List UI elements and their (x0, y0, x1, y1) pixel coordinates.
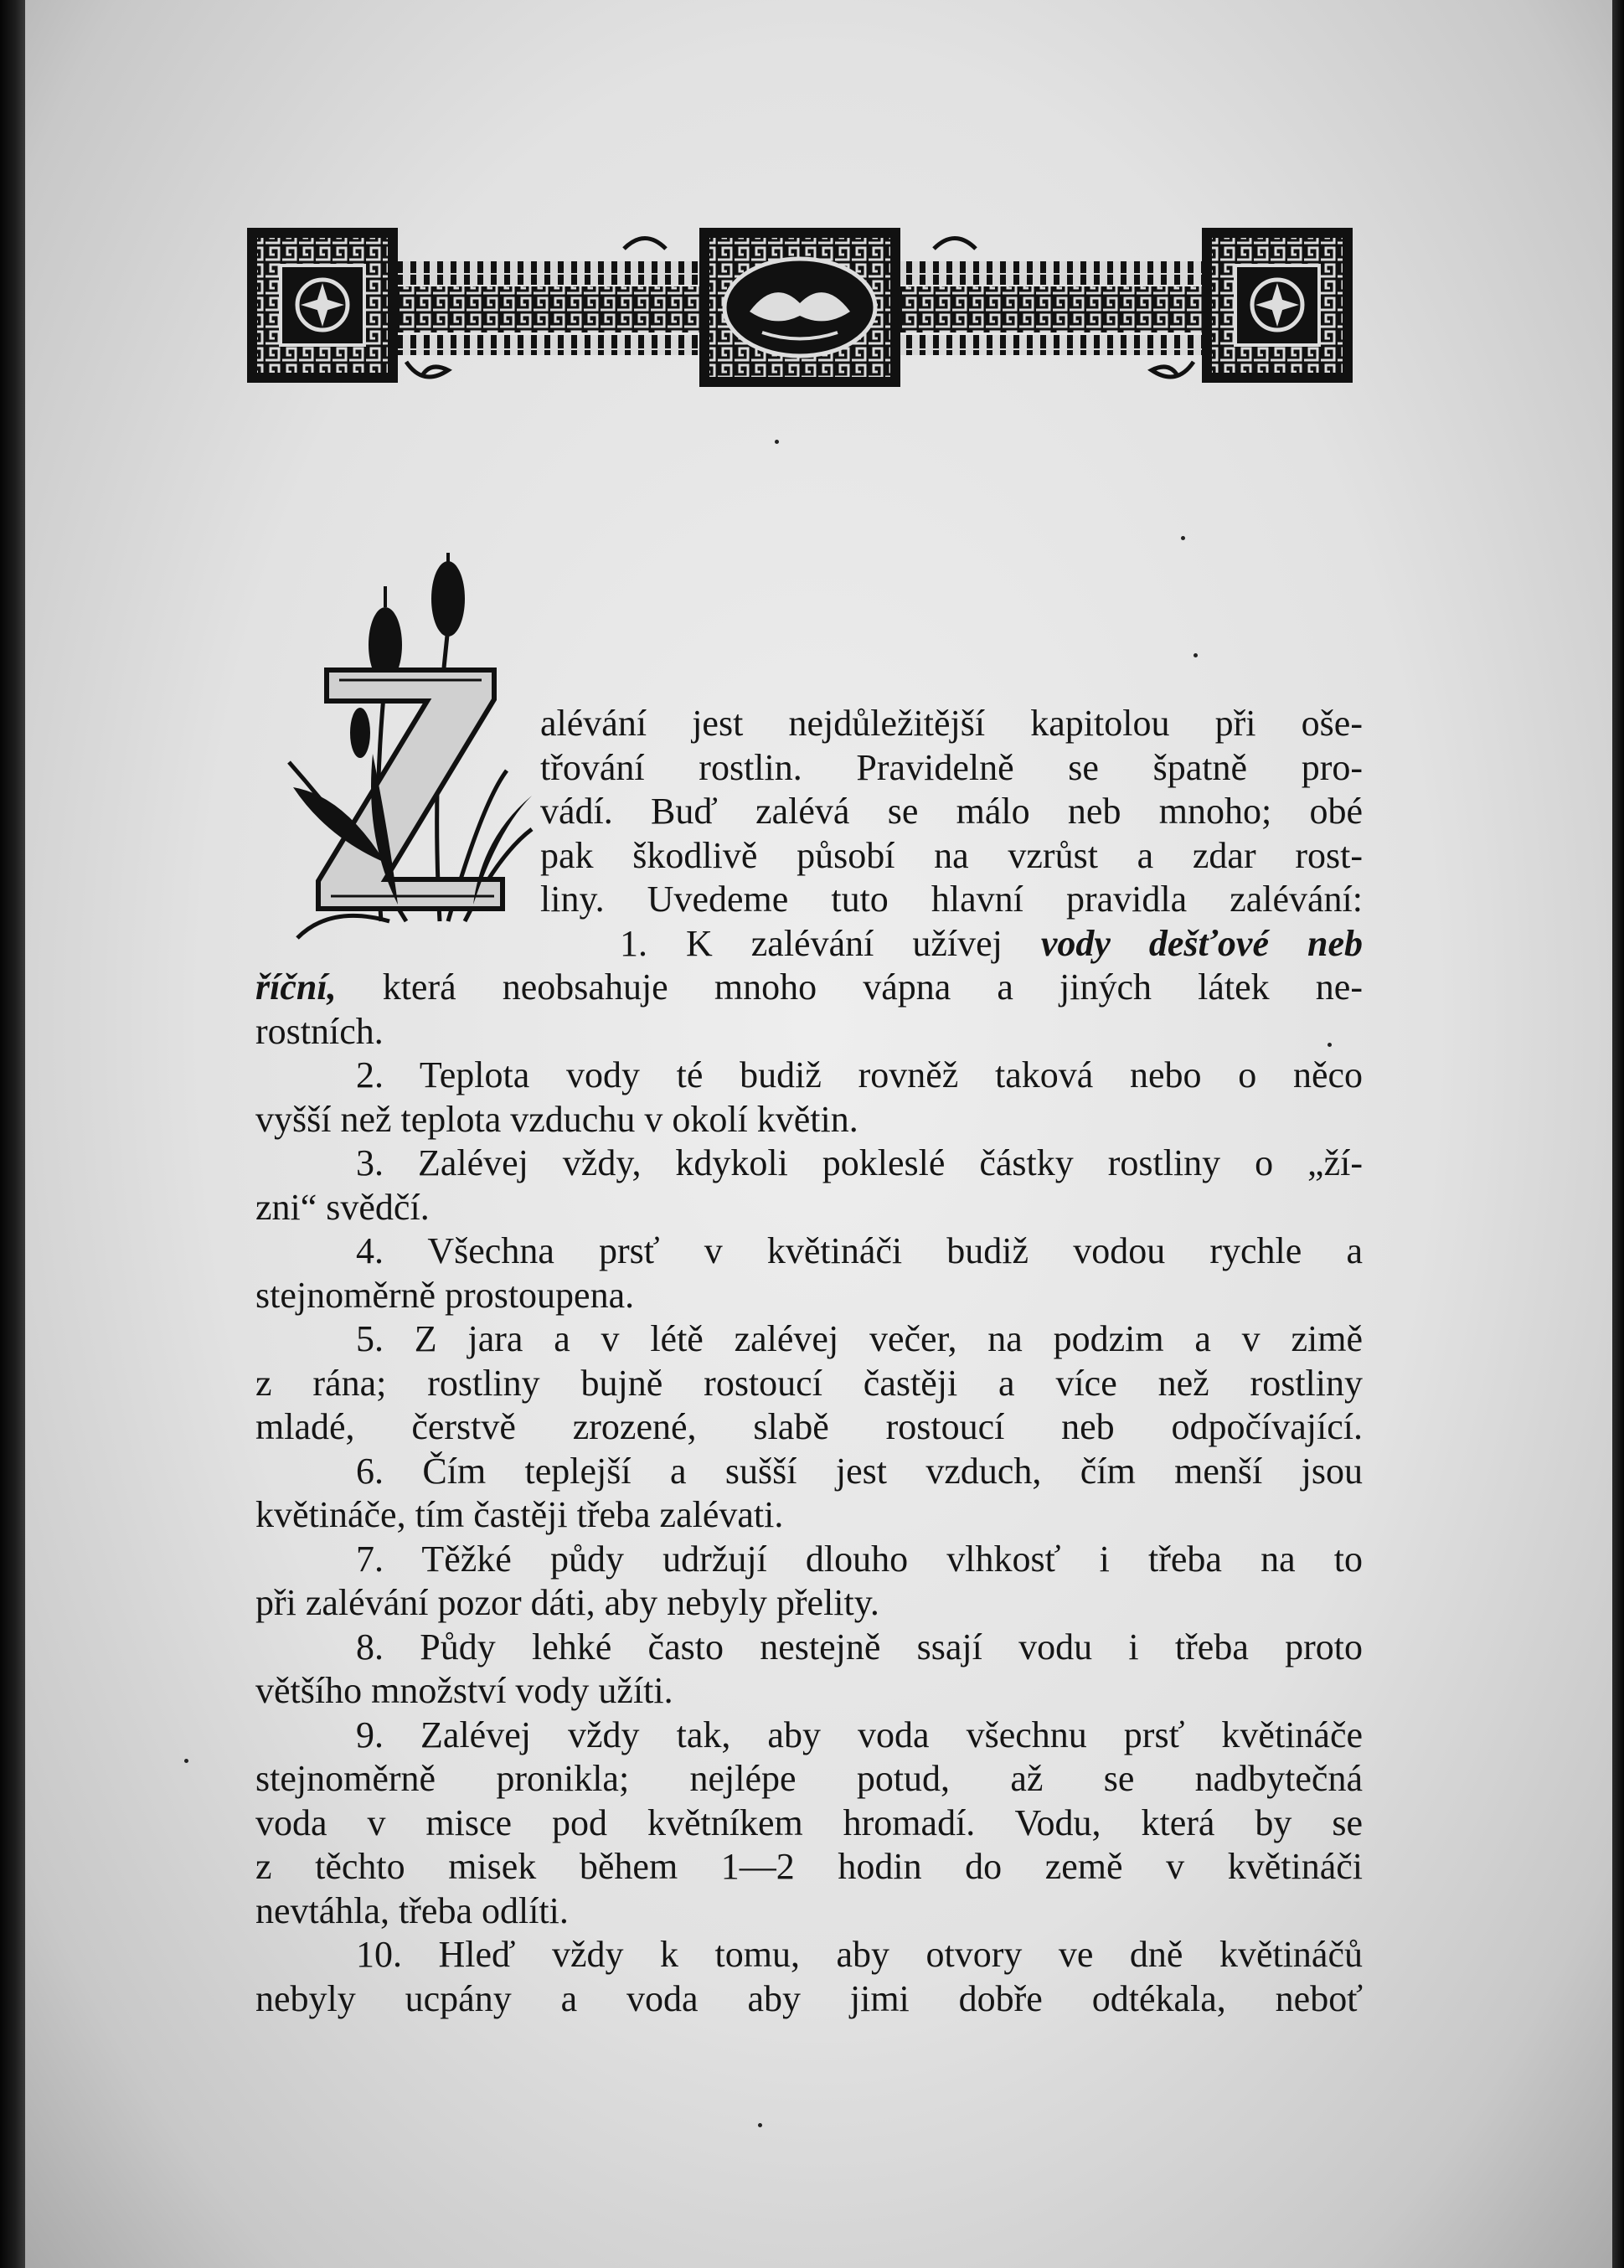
text-line: při zalévání pozor dáti, aby nebyly přelity. (255, 1582, 879, 1623)
paragraph-intro (255, 702, 1363, 922)
scan-speck (758, 2123, 762, 2127)
paragraph-rule-5 (255, 1317, 1363, 1450)
text-line: liny. Uvedeme tuto hlavní pravidla zalévání: (540, 879, 1363, 920)
text-line: květináče, tím častěji třeba zalévati. (255, 1494, 784, 1535)
text-line: 10. Hleď vždy k tomu, aby otvory ve dně květináčů (356, 1934, 1363, 1975)
scan-speck (775, 440, 779, 444)
text-line: voda v misce pod květníkem hromadí. Vodu, která by se (255, 1802, 1363, 1843)
text-line: třování rostlin. Pravidelně se špatně pro- (540, 746, 1363, 788)
text-run: 1. K zalévání užívej (620, 922, 1041, 964)
text-line: z rána; rostliny bujně rostoucí častěji a více než rostliny (255, 1362, 1363, 1404)
text-line (255, 922, 1363, 966)
scan-left-edge (0, 0, 25, 2268)
book-page (25, 0, 1612, 2268)
text-line: rostních. (255, 1010, 384, 1052)
paragraph-rule-4 (255, 1229, 1363, 1317)
scan-speck (1194, 653, 1198, 657)
text-line: 5. Z jara a v létě zalévej večer, na podzim a v zimě (356, 1318, 1363, 1359)
text-line: 8. Půdy lehké často nestejně ssají vodu i třeba proto (356, 1626, 1363, 1667)
paragraph-rule-9 (255, 1714, 1363, 1934)
text-line: vyšší než teplota vzduchu v okolí květin. (255, 1098, 858, 1140)
scan-speck (1328, 1043, 1332, 1047)
text-line: z těchto misek během 1—2 hodin do země v květináči (255, 1846, 1363, 1887)
text-line: alévání jest nejdůležitější kapitolou při oše- (540, 703, 1363, 744)
text-line: nebyly ucpány a voda aby jimi dobře odtékala, neboť (255, 1977, 1363, 2019)
text-line: 2. Teplota vody té budiž rovněž taková nebo o něco (356, 1054, 1363, 1095)
text-line: 9. Zalévej vždy tak, aby voda všechnu prsť květináče (356, 1714, 1363, 1755)
paragraph-rule-3 (255, 1142, 1363, 1229)
paragraph-rule-7 (255, 1538, 1363, 1626)
emphasis-run: říční, (255, 966, 337, 1008)
text-line: nevtáhla, třeba odlíti. (255, 1889, 569, 1931)
text-line (255, 966, 1363, 1010)
scan-right-edge (1612, 0, 1624, 2268)
text-line: stejnoměrně pronikla; nejlépe potud, až se nadbytečná (255, 1758, 1363, 1799)
text-line: 4. Všechna prsť v květináči budiž vodou rychle a (356, 1230, 1363, 1271)
text-line: 7. Těžké půdy udržují dlouho vlhkosť i třeba na to (356, 1538, 1363, 1580)
text-line: 3. Zalévej vždy, kdykoli pokleslé částky rostliny o „ží- (356, 1142, 1363, 1183)
text-line: 6. Čím teplejší a sušší jest vzduch, čím menší jsou (356, 1450, 1363, 1492)
paragraph-rule-6 (255, 1450, 1363, 1538)
text-line: mladé, čerstvě zrozené, slabě rostoucí neb odpočívající. (255, 1406, 1363, 1447)
paragraph-rule-10 (255, 1933, 1363, 2021)
text-line: vádí. Buď zalévá se málo neb mnoho; obé (540, 791, 1363, 832)
text-line: většího množství vody užíti. (255, 1670, 673, 1711)
headpiece-ornament (247, 228, 1353, 395)
text-line: pak škodlivě působí na vzrůst a zdar rost- (540, 834, 1363, 876)
scan-speck (1181, 536, 1185, 540)
emphasis-run: vody dešťové neb (1040, 922, 1363, 964)
text-line: zni“ svědčí. (255, 1186, 430, 1228)
text-run: která neobsahuje mnoho vápna a jiných látek ne- (336, 966, 1363, 1008)
paragraph-rule-8 (255, 1626, 1363, 1714)
scan-speck (184, 1759, 188, 1763)
paragraph-rule-2 (255, 1054, 1363, 1142)
text-line: stejnoměrně prostoupena. (255, 1274, 635, 1316)
body-text (255, 702, 1363, 2021)
paragraph-rule-1 (255, 922, 1363, 1054)
